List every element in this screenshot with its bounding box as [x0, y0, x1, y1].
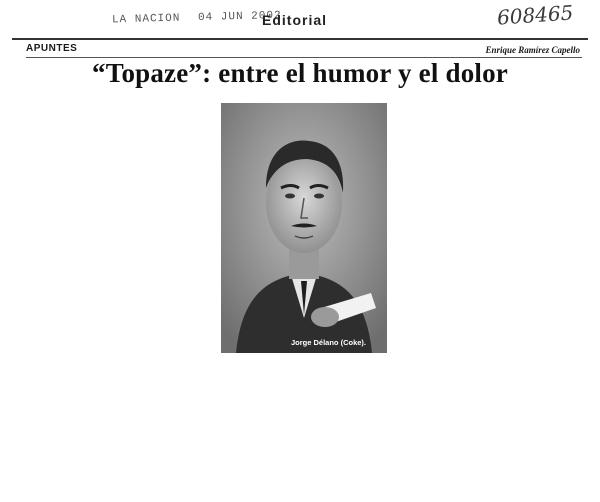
newspaper-name: LA NACION	[111, 12, 181, 27]
top-rule	[12, 38, 588, 40]
article-column-1	[26, 100, 132, 462]
masthead	[0, 0, 600, 38]
stamp-date: 04 JUN 2002	[197, 9, 282, 25]
section-title: Editorial	[262, 12, 328, 28]
article-column-4	[419, 100, 583, 462]
catalog-number: 608465	[496, 0, 575, 30]
portrait-image	[221, 103, 387, 353]
article-column-3	[221, 357, 413, 462]
photo-caption: Jorge Délano (Coke).	[291, 338, 367, 347]
portrait-photo	[221, 103, 387, 353]
article-column-2	[137, 100, 215, 462]
section-label: APUNTES	[26, 43, 78, 54]
byline: Enrique Ramírez Capello	[485, 45, 580, 55]
headline: “Topaze”: entre el humor y el dolor	[92, 58, 508, 88]
